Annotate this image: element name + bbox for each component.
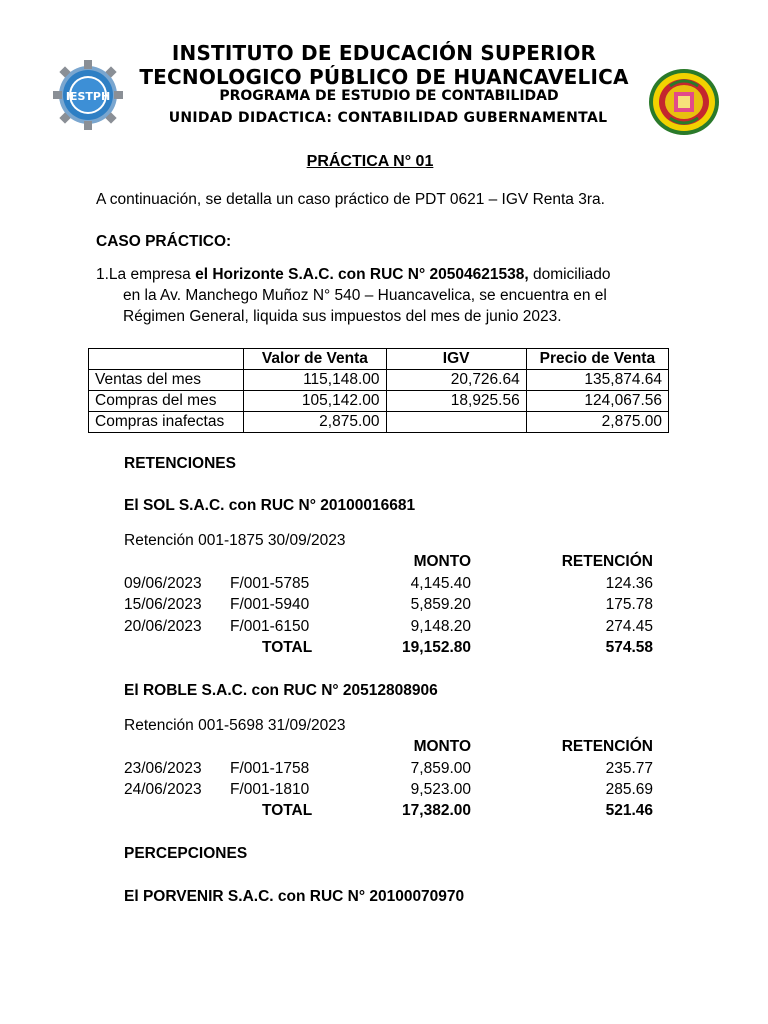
monto: 5,859.20 <box>410 596 471 613</box>
program-name: PROGRAMA DE ESTUDIO DE CONTABILIDAD <box>219 88 559 104</box>
didactic-unit: UNIDAD DIDACTICA: CONTABILIDAD GUBERNAMENTAL <box>168 110 608 126</box>
date: 15/06/2023 <box>124 596 202 613</box>
table-cell: 124,067.56 <box>526 391 668 412</box>
invoice: F/001-5785 <box>230 575 310 592</box>
invoice: F/001-6150 <box>230 618 310 635</box>
date: 09/06/2023 <box>124 575 202 592</box>
table-header-cell <box>89 349 244 370</box>
roble-company: El ROBLE S.A.C. con RUC N° 20512808906 <box>124 682 438 699</box>
table-cell <box>386 412 526 433</box>
invoice: F/001-1758 <box>230 760 310 777</box>
roble-column-headers <box>124 738 654 759</box>
table-header-cell: Valor de Venta <box>244 349 386 370</box>
case-paragraph <box>96 264 664 327</box>
roble-retencion: Retención 001-5698 31/09/2023 <box>124 717 346 734</box>
logo-left-text: IESTPH <box>65 90 111 103</box>
institute-name-line2: TECNOLOGICO PÚBLICO DE HUANCAVELICA <box>139 65 629 89</box>
porvenir-company: El PORVENIR S.A.C. con RUC N° 20100070970 <box>124 888 465 905</box>
table-cell: 135,874.64 <box>526 370 668 391</box>
paragraph-line3: Régimen General, liquida sus impuestos del mes de junio 2023. <box>123 308 562 325</box>
retencion: 235.77 <box>605 760 653 777</box>
sol-retencion: Retención 001-1875 30/09/2023 <box>124 532 346 549</box>
case-heading: CASO PRÁCTICO: <box>96 233 232 250</box>
list-item <box>124 618 654 639</box>
total-monto: 17,382.00 <box>402 802 471 819</box>
company-name-bold: el Horizonte S.A.C. con RUC N° 20504621538, <box>195 266 529 283</box>
list-item <box>124 760 654 781</box>
table-cell: Compras del mes <box>89 391 244 412</box>
sales-purchases-table <box>88 348 669 433</box>
table-cell: Compras inafectas <box>89 412 244 433</box>
retencion-header: RETENCIÓN <box>561 553 653 570</box>
monto: 9,523.00 <box>410 781 471 798</box>
table-cell: 2,875.00 <box>526 412 668 433</box>
retencion: 274.45 <box>605 618 653 635</box>
page-title: PRÁCTICA N° 01 <box>306 153 434 170</box>
date: 20/06/2023 <box>124 618 202 635</box>
sol-column-headers <box>124 553 654 574</box>
table-header-cell: Precio de Venta <box>526 349 668 370</box>
total-retencion: 574.58 <box>605 639 653 656</box>
monto-header: MONTO <box>413 738 471 755</box>
table-cell: 20,726.64 <box>386 370 526 391</box>
table-cell: 18,925.56 <box>386 391 526 412</box>
total-label: TOTAL <box>262 802 313 819</box>
table-row <box>89 412 669 433</box>
list-item <box>124 596 654 617</box>
percepciones-heading: PERCEPCIONES <box>124 845 248 862</box>
sol-company: El SOL S.A.C. con RUC N° 20100016681 <box>124 497 416 514</box>
retencion: 285.69 <box>605 781 653 798</box>
table-header-cell: IGV <box>386 349 526 370</box>
paragraph-suffix: domiciliado <box>528 266 611 283</box>
table-cell: 2,875.00 <box>244 412 386 433</box>
huancavelica-seal <box>648 68 720 136</box>
total-retencion: 521.46 <box>605 802 653 819</box>
total-monto: 19,152.80 <box>402 639 471 656</box>
monto-header: MONTO <box>413 553 471 570</box>
institute-name-line1: INSTITUTO DE EDUCACIÓN SUPERIOR <box>171 41 597 65</box>
invoice: F/001-5940 <box>230 596 310 613</box>
monto: 4,145.40 <box>410 575 471 592</box>
retencion: 124.36 <box>605 575 653 592</box>
monto: 9,148.20 <box>410 618 471 635</box>
table-row <box>89 391 669 412</box>
paragraph-line2: en la Av. Manchego Muñoz N° 540 – Huancavelica, se encuentra en el <box>123 287 607 304</box>
paragraph-prefix: 1.La empresa <box>96 266 196 283</box>
invoice: F/001-1810 <box>230 781 310 798</box>
retencion: 175.78 <box>605 596 653 613</box>
table-header-row <box>89 349 669 370</box>
list-item <box>124 575 654 596</box>
roble-total-row <box>124 802 654 823</box>
date: 24/06/2023 <box>124 781 202 798</box>
table-cell: Ventas del mes <box>89 370 244 391</box>
monto: 7,859.00 <box>410 760 471 777</box>
table-cell: 115,148.00 <box>244 370 386 391</box>
intro-text: A continuación, se detalla un caso práctico de PDT 0621 – IGV Renta 3ra. <box>96 191 605 208</box>
retencion-header: RETENCIÓN <box>561 738 653 755</box>
retenciones-heading: RETENCIONES <box>124 455 236 472</box>
table-row <box>89 370 669 391</box>
sol-total-row <box>124 639 654 660</box>
list-item <box>124 781 654 802</box>
table-cell: 105,142.00 <box>244 391 386 412</box>
total-label: TOTAL <box>262 639 313 656</box>
date: 23/06/2023 <box>124 760 202 777</box>
